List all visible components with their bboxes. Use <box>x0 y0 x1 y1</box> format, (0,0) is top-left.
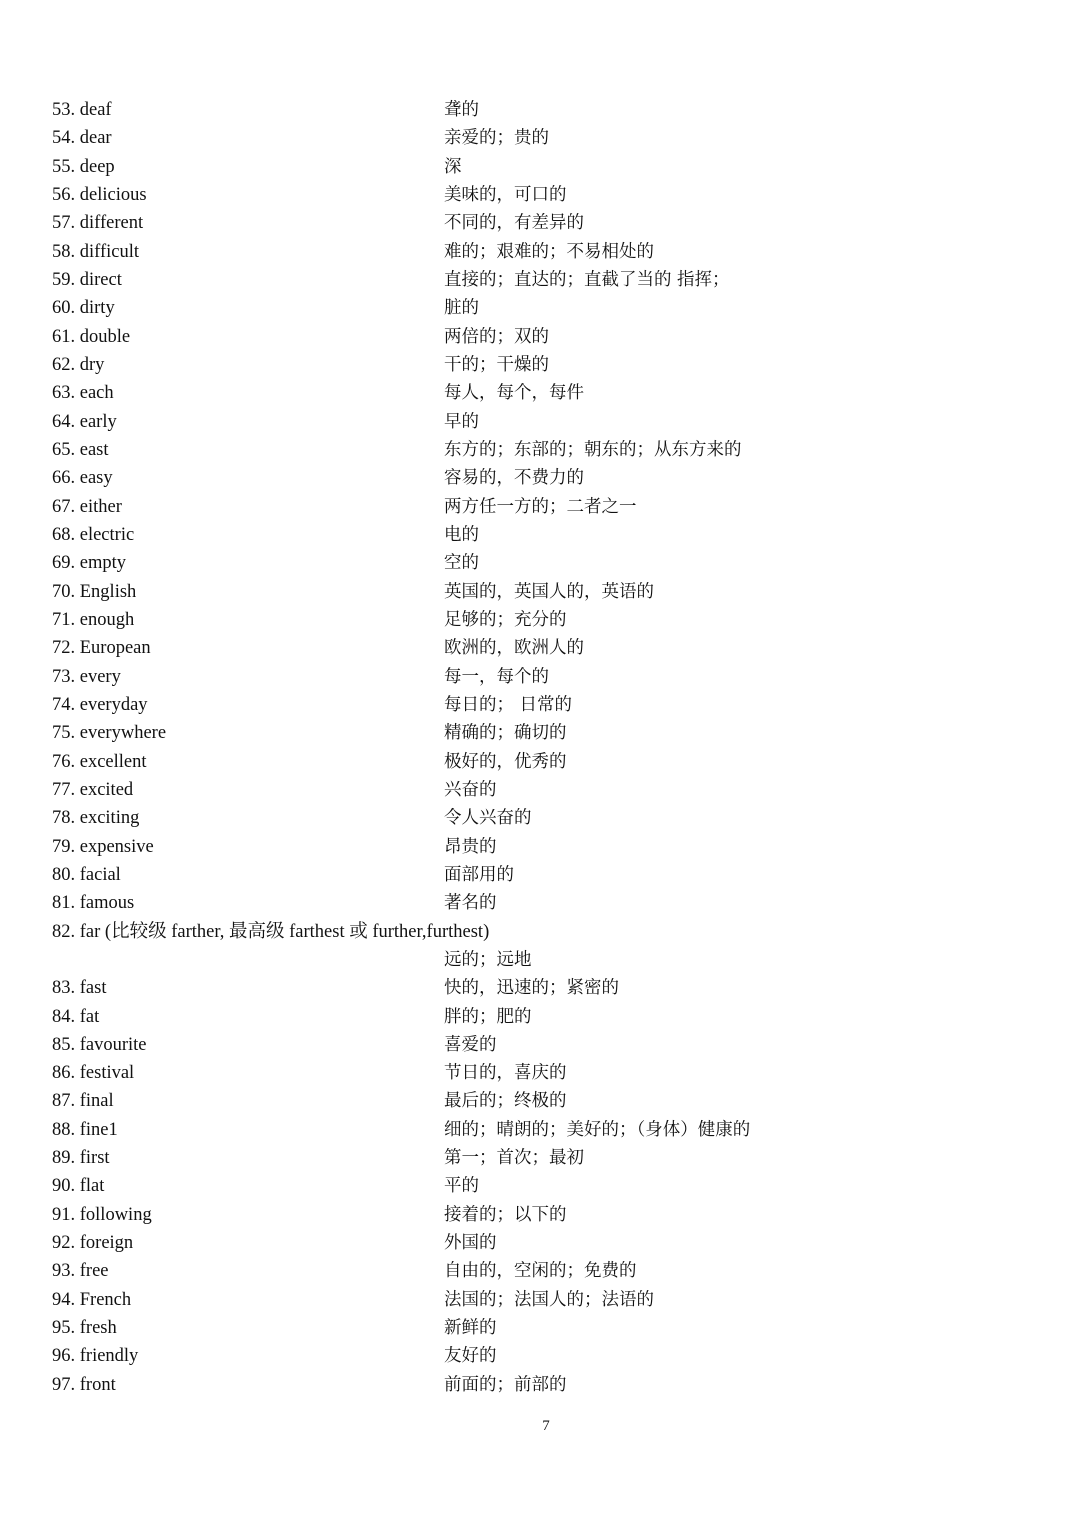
vocab-row <box>52 1003 1012 1031</box>
vocab-word: 60. dirty <box>52 298 115 319</box>
vocab-row <box>52 691 1012 719</box>
vocab-row <box>52 1314 1012 1342</box>
vocab-word: 69. empty <box>52 553 126 574</box>
vocab-meaning: 快的，迅速的；紧密的 <box>444 978 619 999</box>
vocab-word: 62. dry <box>52 354 105 375</box>
vocab-word: 82. far (比较级 farther, 最高级 farthest 或 further,furthest) <box>52 921 490 942</box>
vocab-meaning: 每日的； 日常的 <box>444 694 573 715</box>
vocab-meaning: 外国的 <box>444 1233 497 1254</box>
vocab-meaning: 新鲜的 <box>444 1318 497 1339</box>
vocab-meaning: 远的；远地 <box>444 949 532 970</box>
vocab-word: 96. friendly <box>52 1346 139 1367</box>
vocab-row <box>52 974 1012 1002</box>
vocab-meaning: 早的 <box>444 411 479 432</box>
vocab-word: 56. delicious <box>52 184 147 205</box>
vocab-meaning: 难的；艰难的；不易相处的 <box>444 241 654 262</box>
vocab-meaning: 面部用的 <box>444 864 514 885</box>
vocab-word: 84. fat <box>52 1006 100 1027</box>
vocab-meaning: 美味的，可口的 <box>444 184 567 205</box>
vocab-word: 65. east <box>52 439 109 460</box>
vocab-meaning: 节日的，喜庆的 <box>444 1063 567 1084</box>
vocab-row <box>52 918 1012 946</box>
vocab-row <box>52 946 1012 974</box>
vocab-row <box>52 209 1012 237</box>
vocab-word: 63. each <box>52 383 114 404</box>
vocab-meaning: 容易的，不费力的 <box>444 468 584 489</box>
vocab-meaning: 喜爱的 <box>444 1034 497 1055</box>
vocab-row <box>52 1116 1012 1144</box>
vocab-meaning: 令人兴奋的 <box>444 808 532 829</box>
vocab-meaning: 平的 <box>444 1176 479 1197</box>
vocab-word: 80. facial <box>52 864 121 885</box>
vocab-word: 71. enough <box>52 609 135 630</box>
vocab-row <box>52 748 1012 776</box>
vocab-word: 93. free <box>52 1261 109 1282</box>
vocab-meaning: 聋的 <box>444 100 479 120</box>
vocab-row <box>52 379 1012 407</box>
vocab-meaning: 前面的；前部的 <box>444 1374 567 1395</box>
vocab-word: 78. exciting <box>52 808 140 829</box>
vocab-row <box>52 1371 1012 1399</box>
vocab-word: 85. favourite <box>52 1034 147 1055</box>
vocab-meaning: 英国的，英国人的，英语的 <box>444 581 654 602</box>
vocab-word: 90. flat <box>52 1176 105 1197</box>
vocab-meaning: 每人，每个，每件 <box>444 383 584 404</box>
vocab-row <box>52 153 1012 181</box>
vocab-row <box>52 521 1012 549</box>
vocab-row <box>52 351 1012 379</box>
vocab-word: 72. European <box>52 638 151 659</box>
vocab-row <box>52 549 1012 577</box>
vocab-row <box>52 719 1012 747</box>
vocab-meaning: 每一，每个的 <box>444 666 549 687</box>
vocab-meaning: 两方任一方的；二者之一 <box>444 496 637 517</box>
vocab-word: 83. fast <box>52 978 107 999</box>
vocab-row <box>52 436 1012 464</box>
vocab-row <box>52 1342 1012 1370</box>
vocab-row <box>52 1229 1012 1257</box>
vocab-row <box>52 1144 1012 1172</box>
vocab-word: 73. every <box>52 666 121 687</box>
vocab-row <box>52 1201 1012 1229</box>
vocab-word: 61. double <box>52 326 131 347</box>
vocab-word: 87. final <box>52 1091 114 1112</box>
vocab-row <box>52 294 1012 322</box>
vocab-word: 55. deep <box>52 156 115 177</box>
vocab-word: 79. expensive <box>52 836 154 857</box>
vocab-meaning: 两倍的；双的 <box>444 326 549 347</box>
vocab-word: 91. following <box>52 1204 152 1225</box>
vocab-row <box>52 861 1012 889</box>
vocab-meaning: 法国的；法国人的；法语的 <box>444 1289 654 1310</box>
page-number: 7 <box>542 1418 550 1434</box>
vocab-word: 54. dear <box>52 128 112 149</box>
vocab-meaning: 著名的 <box>444 893 497 914</box>
vocab-row <box>52 408 1012 436</box>
vocab-word: 81. famous <box>52 893 135 914</box>
vocab-row <box>52 776 1012 804</box>
vocab-word: 86. festival <box>52 1063 135 1084</box>
vocab-word: 66. easy <box>52 468 113 489</box>
vocab-row <box>52 634 1012 662</box>
vocab-meaning: 不同的，有差异的 <box>444 213 584 234</box>
vocab-meaning: 脏的 <box>444 298 479 319</box>
vocab-word: 70. English <box>52 581 137 602</box>
vocab-row <box>52 1172 1012 1200</box>
vocab-meaning: 细的；晴朗的；美好的；（身体）健康的 <box>444 1119 751 1140</box>
vocab-meaning: 深 <box>444 156 462 177</box>
vocab-meaning: 昂贵的 <box>444 836 497 857</box>
vocab-word: 57. different <box>52 213 144 234</box>
vocab-row <box>52 889 1012 917</box>
vocab-word: 94. French <box>52 1289 132 1310</box>
vocab-word: 53. deaf <box>52 100 112 120</box>
vocab-word: 68. electric <box>52 524 135 545</box>
vocab-row <box>52 1286 1012 1314</box>
vocab-word: 64. early <box>52 411 117 432</box>
vocab-row <box>52 1059 1012 1087</box>
vocab-meaning: 电的 <box>444 524 479 545</box>
vocab-row <box>52 804 1012 832</box>
vocab-word: 95. fresh <box>52 1318 117 1339</box>
vocab-meaning: 友好的 <box>444 1346 497 1367</box>
vocab-word: 88. fine1 <box>52 1119 118 1140</box>
vocab-meaning: 亲爱的；贵的 <box>444 128 549 149</box>
vocab-meaning: 东方的；东部的；朝东的；从东方来的 <box>444 439 742 460</box>
vocab-word: 89. first <box>52 1148 110 1169</box>
vocab-meaning: 极好的，优秀的 <box>444 751 567 772</box>
vocab-row <box>52 124 1012 152</box>
vocab-row <box>52 606 1012 634</box>
vocab-meaning: 接着的；以下的 <box>444 1204 567 1225</box>
vocab-word: 59. direct <box>52 269 122 290</box>
vocab-meaning: 干的；干燥的 <box>444 354 549 375</box>
vocab-word: 76. excellent <box>52 751 147 772</box>
vocab-row <box>52 464 1012 492</box>
vocab-meaning: 精确的；确切的 <box>444 723 567 744</box>
vocab-row <box>52 1257 1012 1285</box>
vocab-row <box>52 578 1012 606</box>
vocab-meaning: 空的 <box>444 553 479 574</box>
vocab-row <box>52 833 1012 861</box>
vocab-row <box>52 323 1012 351</box>
vocab-row <box>52 266 1012 294</box>
vocab-meaning: 直接的；直达的；直截了当的 指挥； <box>444 269 730 290</box>
vocab-word: 92. foreign <box>52 1233 134 1254</box>
vocab-meaning: 自由的，空闲的；免费的 <box>444 1261 637 1282</box>
vocab-row <box>52 493 1012 521</box>
vocab-row <box>52 181 1012 209</box>
vocab-meaning: 欧洲的，欧洲人的 <box>444 638 584 659</box>
vocab-meaning: 最后的；终极的 <box>444 1091 567 1112</box>
vocab-meaning: 足够的；充分的 <box>444 609 567 630</box>
vocab-row <box>52 1031 1012 1059</box>
vocab-row <box>52 238 1012 266</box>
vocab-meaning: 第一；首次；最初 <box>444 1148 584 1169</box>
vocab-meaning: 兴奋的 <box>444 779 497 800</box>
vocab-word: 75. everywhere <box>52 723 167 744</box>
vocabulary-list <box>52 96 1012 1399</box>
vocab-word: 97. front <box>52 1374 116 1395</box>
vocab-row <box>52 663 1012 691</box>
vocab-word: 74. everyday <box>52 694 148 715</box>
vocab-word: 58. difficult <box>52 241 140 262</box>
vocab-row <box>52 1087 1012 1115</box>
vocab-row <box>52 96 1012 124</box>
vocab-meaning: 胖的；肥的 <box>444 1006 532 1027</box>
vocab-word: 67. either <box>52 496 122 517</box>
vocab-word: 77. excited <box>52 779 134 800</box>
